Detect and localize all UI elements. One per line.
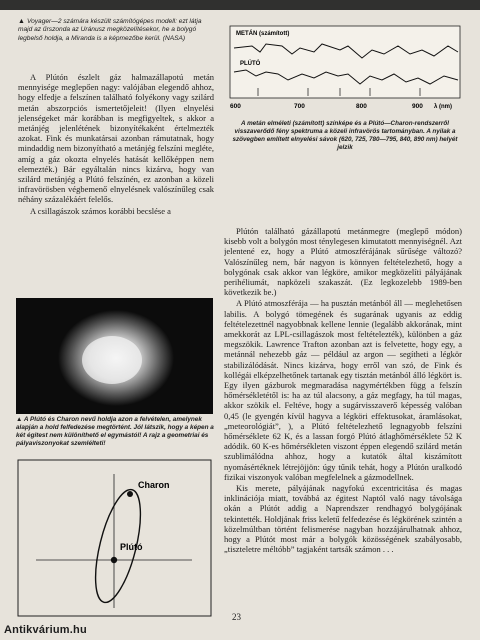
orbit-diagram (16, 458, 213, 618)
spectrum-caption: A metán elméleti (számított) színképe és a Plútó—Charon-rendszerről visszaverődő fény spektruma a közeli infravörös tartományban. A nyilak a szövegben említett elnyelési sávok (620, 725, 780—795, 840, 890 nm) helyét jelzik (232, 120, 458, 151)
x-tick-800: 800 (356, 103, 367, 110)
charon-dot (127, 491, 133, 497)
page-number: 23 (232, 612, 241, 622)
photo-caption-text: A Plútó és Charon nevű holdja azon a felvételen, amelynek alapján a hold felfedezése megtörtént. Jól látszik, hogy a képen a két égitest nem különíthető el egymástól! A rajz a geometriai és pályaviszonyokat szemlélteti! (16, 416, 214, 448)
top-caption-text: Voyager—2 számára készült számítógépes modell: ezt látja majd az űrszonda az Uránusz megközelítésekor, he a bolygó legbelső holdja, a Miranda is a képmezőbe kerül. (NASA) (18, 18, 202, 42)
photo-blob-image (16, 298, 213, 414)
photo-caption-marker-icon: ▲ (16, 416, 24, 423)
right-paragraph-3: Kis merete, pályájának nagyfokú excentricitása és magas inklinációja miatt, továbbá az égitest Naptól való nagy távolsága okán a Plútót addig a Naprendszer rendhagyó bolygójának tekintették. Holdjának friss keletű felfedezése és légkörének szintén a közelmúltban történt felismerése nagyban hozzájárulhatnak ahhoz, hogy a Plútót most már a bolygók közösségének szabályosabb, „tiszteletre méltóbb” tagjaként tartsák számon . . . (224, 483, 462, 555)
left-paragraph-2: A csillagászok számos korábbi becslése a (30, 205, 171, 216)
spectrum-chart (222, 24, 464, 116)
left-paragraph-1: A Plútón észlelt gáz halmazállapotú metán mennyisége meglepően nagy: valójában elegendő ahhoz, hogy elfedje a felszínen található folyékony vagy szilárd metán abszorpciós ismertetőjeleit! (Ilyen elnyelési jelenségeket már korábban is megfigyeltek, s akkor a metánjég jelenlétének bizonyítékaként értelmezték azokat. Fink és munkatársai azonban rámutatnak, hogy mindaddig nem bizonyítható a metánjég felszíni megléte, amíg a gáz okozta elnyelés hatását kellőképpen nem elemezték.) Bár egyáltalán nincs kizárva, hogy van szilárd metánjég a Plútó felszínén, ez azonban a közeli infravörösben végbemenő elnyelésnek valószínűleg csak néhány százalékáért felelős. (18, 72, 214, 205)
top-caption (18, 18, 208, 43)
pluto-charon-photo (16, 298, 213, 414)
x-tick-900: 900 (412, 103, 423, 110)
right-paragraph-2: A Plútó atmoszférája — ha pusztán metánból áll — meglehetősen labilis. A bolygó tömegének és sugarának ugyanis az eddig feltételezettnél nagyobbnak kellene lennie (legalább akkorának, mint amekkorát az LPL-csillagászok most feltételezték), különben a gáz megszökik. Lawrence Trafton azonban azt is felvetette, hogy egy, a metánnál nehezebb gáz — például az argon — segítheti a légkör stabilizálódását. Nincs kizárva, hogy erről van szó, de Fink és kollégái elképzelhetőnek tartanak egy tisztán metánból álló légkört is. Egy ilyen gázburok megmaradása nagymértékben függ a felszín hőmérsékletétől is: ha az túl alacsony, a gáz megfagy, ha túl magas, akkor szökik el. Feltéve, hogy a sugárvisszaverő képesség valóban 0,45 (le gyengén kívül hagyva a légköri effektusokat, áramlásokat, „meteorológiát”, ), a Plútó feltételezhető legnagyobb felszíni hőmérséklete 62 K, és a lassan forgó Plútó átlaghőmérséklete 52 K adódik. 60 K-es hőmérsékleten viszont éppen elegendő szilárd metán szublimálódna ahhoz, hogy a kutatók által kiszámított nyomásértéknek létrejöjjön: úgy tűnik tehát, hogy a Plútón uralkodó fizikai viszonyok valóban megfelelnek a gázmodellnek. (224, 298, 462, 482)
label-pluto: PLÚTÓ (240, 61, 261, 67)
x-tick-600: 600 (230, 103, 241, 110)
photo-caption (16, 416, 214, 448)
caption-marker-icon: ▲ (18, 18, 25, 25)
label-methane: METÁN (számított) (236, 31, 290, 37)
x-tick-700: 700 (294, 103, 305, 110)
orbit-frame (18, 460, 211, 616)
pluto-label: Plútó (120, 542, 143, 552)
top-image-strip (0, 0, 480, 10)
left-column-text (18, 72, 214, 292)
x-unit: λ (nm) (434, 104, 452, 110)
charon-label: Charon (138, 480, 170, 490)
site-watermark: Antikvárium.hu (4, 624, 87, 636)
right-paragraph-1: Plútón található gázállapotú metánmegre (meglepő módon) kisebb volt a bolygón most ténylegesen kimutatott mennyiségnél. Azt jelentené ez, hogy a Plútó atmoszférájának sűrűsége változó? Valószínűleg nem, bár nagyon is könnyen feltételezhető, hogy a bolygónak csak akkor van légköre, amikor megközelíti pályájának perihéliumát, napközeli szakaszát. (Ez legkozelebb 1989-ben következik be.) (224, 226, 462, 298)
right-column-text (224, 226, 462, 612)
pluto-dot (111, 557, 117, 563)
